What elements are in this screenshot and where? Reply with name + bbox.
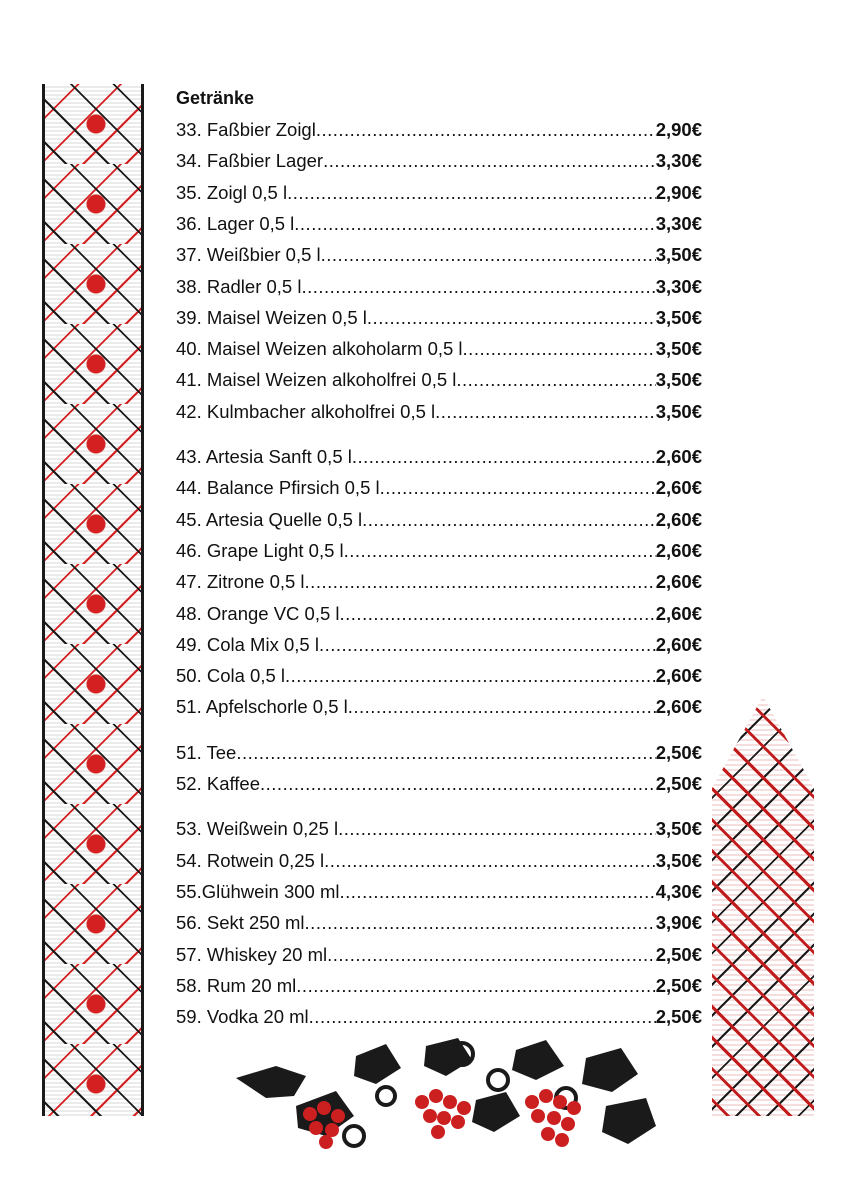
dot-leader (305, 909, 656, 937)
menu-item-price: 3,50€ (655, 244, 702, 266)
menu-item-name: 49. Cola Mix 0,5 l (176, 633, 319, 655)
menu-item (176, 179, 702, 207)
dot-leader (340, 878, 656, 906)
dot-leader (287, 179, 656, 207)
menu-item-name: 51. Apfelschorle 0,5 l (176, 696, 348, 718)
dot-leader (321, 241, 656, 269)
menu-item-name: 52. Kaffee (176, 773, 261, 794)
menu-item-price: 2,50€ (655, 1006, 702, 1028)
menu-item (176, 878, 702, 906)
menu-item-price: 3,50€ (655, 400, 702, 422)
menu-item-name: 34. Faßbier Lager (176, 150, 324, 172)
menu-item-name: 45. Artesia Quelle 0,5 l (176, 508, 363, 530)
menu-item-price: 4,30€ (655, 880, 702, 902)
menu-item (176, 847, 702, 875)
menu-item-price: 2,90€ (655, 181, 702, 203)
menu-item-name: 42. Kulmbacher alkoholfrei 0,5 l (176, 400, 436, 422)
menu-item-price: 3,30€ (655, 275, 702, 297)
menu-item-price: 3,50€ (655, 338, 702, 360)
menu-item (176, 210, 702, 238)
menu-item-name: 44. Balance Pfirsich 0,5 l (176, 477, 380, 499)
menu-item (176, 335, 702, 363)
menu-item-price: 3,50€ (655, 369, 702, 391)
dot-leader (236, 739, 655, 767)
dot-leader (435, 398, 656, 426)
menu-item-price: 3,30€ (655, 212, 702, 234)
menu-item-name: 54. Rotwein 0,25 l (176, 849, 325, 871)
menu-item-name: 53. Weißwein 0,25 l (176, 818, 339, 840)
dot-leader (456, 366, 655, 394)
menu-item-price: 3,90€ (655, 912, 702, 934)
menu-item-price: 3,50€ (655, 818, 702, 840)
dot-leader (380, 474, 656, 502)
menu-item-price: 2,50€ (655, 974, 702, 996)
menu-item (176, 474, 702, 502)
menu-item (176, 241, 702, 269)
dot-leader (260, 770, 656, 798)
menu-item-name: 57. Whiskey 20 ml (176, 943, 328, 965)
menu-item-price: 2,90€ (655, 119, 702, 140)
menu-item-price: 2,60€ (655, 696, 702, 718)
menu-item-name: 35. Zoigl 0,5 l (176, 181, 288, 203)
menu-item-price: 3,50€ (655, 849, 702, 871)
menu-item-name: 47. Zitrone 0,5 l (176, 571, 305, 593)
berries-leaves-ornament (236, 1036, 656, 1164)
menu-item (176, 631, 702, 659)
menu-item-name: 43. Artesia Sanft 0,5 l (176, 446, 352, 467)
menu-item (176, 662, 702, 690)
menu-item-name: 37. Weißbier 0,5 l (176, 244, 321, 266)
menu-item-name: 36. Lager 0,5 l (176, 212, 295, 234)
dot-leader (352, 443, 656, 471)
menu-item-price: 2,60€ (655, 665, 702, 687)
menu-item (176, 909, 702, 937)
menu-item (176, 398, 702, 426)
menu-item (176, 941, 702, 969)
dot-leader (340, 600, 656, 628)
menu-item-price: 2,50€ (655, 773, 702, 794)
menu-item-price: 3,30€ (655, 150, 702, 172)
menu-item-name: 51. Tee (176, 741, 237, 763)
menu-item (176, 770, 702, 798)
dot-leader (319, 631, 656, 659)
menu-item-name: 41. Maisel Weizen alkoholfrei 0,5 l (176, 369, 457, 391)
menu-item (176, 600, 702, 628)
dot-leader (316, 116, 656, 144)
dot-leader (348, 693, 656, 721)
menu-item-price: 3,50€ (655, 306, 702, 328)
menu-item-price: 2,50€ (655, 943, 702, 965)
menu-item-price: 2,60€ (655, 477, 702, 499)
menu-item-name: 50. Cola 0,5 l (176, 665, 286, 687)
menu-item-price: 2,50€ (655, 741, 702, 763)
menu-item (176, 693, 702, 721)
menu-item-name: 48. Orange VC 0,5 l (176, 602, 340, 624)
menu-item (176, 304, 702, 332)
menu-item-price: 2,60€ (655, 571, 702, 593)
dot-leader (362, 506, 656, 534)
menu-item (176, 568, 702, 596)
dot-leader (327, 941, 656, 969)
menu-item (176, 739, 702, 767)
menu-item (176, 972, 702, 1000)
menu-item (176, 1003, 702, 1031)
menu-item-name: 46. Grape Light 0,5 l (176, 539, 344, 561)
menu-item-price: 2,60€ (655, 602, 702, 624)
menu-item (176, 366, 702, 394)
dot-leader (344, 537, 656, 565)
embroidery-border-left (42, 84, 144, 1116)
menu-item (176, 537, 702, 565)
dot-leader (338, 815, 656, 843)
menu-item-name: 59. Vodka 20 ml (176, 1006, 309, 1028)
dot-leader (309, 1003, 656, 1031)
menu-item (176, 147, 702, 175)
menu-item-name: 55.Glühwein 300 ml (176, 880, 340, 902)
menu-item (176, 116, 702, 144)
menu-item-name: 39. Maisel Weizen 0,5 l (176, 306, 367, 328)
menu-item-name: 38. Radler 0,5 l (176, 275, 302, 297)
dot-leader (301, 273, 655, 301)
menu-item-price: 2,60€ (655, 633, 702, 655)
dot-leader (294, 210, 655, 238)
dot-leader (305, 568, 656, 596)
menu-item-name: 33. Faßbier Zoigl (176, 119, 316, 140)
menu-item (176, 443, 702, 471)
dot-leader (367, 304, 656, 332)
menu-item-price: 2,60€ (655, 539, 702, 561)
dot-leader (323, 147, 656, 175)
dot-leader (296, 972, 655, 1000)
menu-item-name: 58. Rum 20 ml (176, 974, 297, 996)
menu-item (176, 815, 702, 843)
menu-heading: Getränke (176, 88, 255, 108)
dot-leader (324, 847, 656, 875)
menu-item-price: 2,60€ (655, 508, 702, 530)
menu-item-price: 2,60€ (655, 446, 702, 467)
menu-item (176, 506, 702, 534)
menu-item (176, 273, 702, 301)
dot-leader (463, 335, 656, 363)
menu-item-name: 40. Maisel Weizen alkoholarm 0,5 l (176, 338, 463, 360)
menu-item-name: 56. Sekt 250 ml (176, 912, 305, 934)
dot-leader (285, 662, 656, 690)
embroidery-border-right (712, 696, 814, 1116)
